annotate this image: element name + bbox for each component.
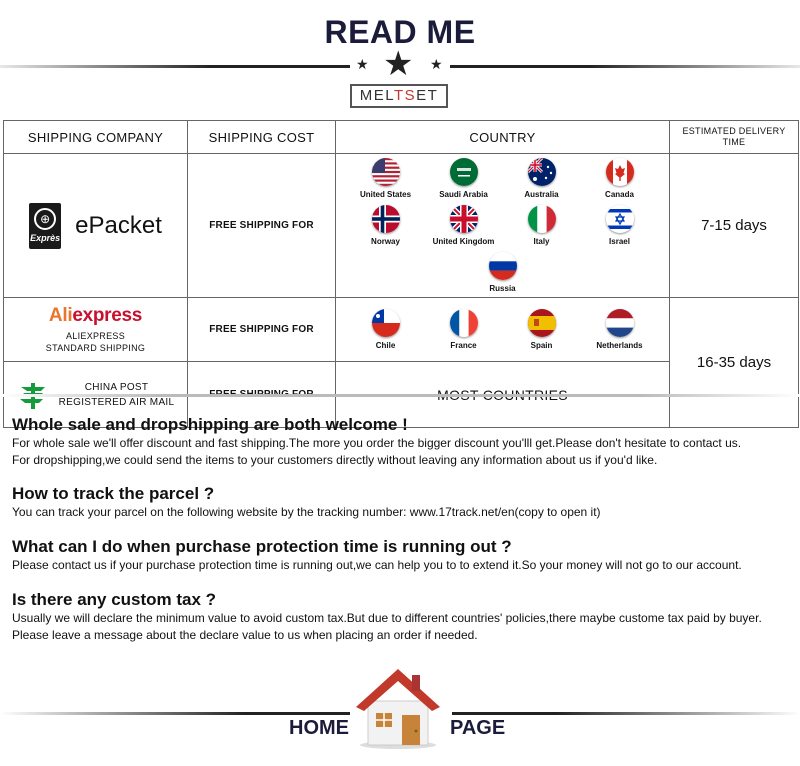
us-flag-icon: [372, 158, 400, 186]
australia-flag-icon: [528, 158, 556, 186]
united-kingdom-flag-icon: [450, 205, 478, 233]
faq-answer: You can track your parcel on the following website by the tracking number: www.17track.net/en(copy to open it): [12, 505, 601, 519]
header-shipping-cost: SHIPPING COST: [188, 121, 336, 154]
faq-answer: Please leave a message about the declare value to us when placing an order if needed.: [12, 628, 478, 642]
company-cell-aliexpress: [4, 298, 188, 362]
country-flag-cl: Chile: [354, 309, 418, 350]
company-cell-epacket: [4, 154, 188, 298]
footer-rule-right: [452, 712, 800, 715]
header-rule-right: [450, 65, 800, 68]
shipping-cost-cell: FREE SHIPPING FOR: [188, 154, 336, 298]
country-flag-us: United States: [354, 158, 418, 199]
faq-question: Is there any custom tax ?: [12, 590, 217, 609]
company-subtitle: ALIEXPRESS STANDARD SHIPPING: [45, 331, 146, 353]
faq-item: [12, 589, 792, 644]
faq-answer: For dropshipping,we could send the items to your customers directly without leaving any information about us if you'd like.: [12, 453, 658, 467]
aliexpress-logo: Aliexpress: [48, 305, 143, 326]
italy-flag-icon: [528, 205, 556, 233]
company-subtitle: CHINA POST REGISTERED AIR MAIL: [58, 381, 175, 408]
star-icon: ★: [383, 45, 414, 83]
home-icon[interactable]: [350, 663, 446, 749]
header-shipping-company: SHIPPING COMPANY: [4, 121, 188, 154]
faq-question: How to track the parcel ?: [12, 484, 215, 503]
footer-home-label[interactable]: HOME: [289, 717, 349, 739]
footer-rule-left: [0, 712, 350, 715]
faq-item: [12, 536, 792, 574]
france-flag-icon: [450, 309, 478, 337]
spain-flag-icon: [528, 309, 556, 337]
company-name: ePacket: [75, 211, 162, 239]
norway-flag-icon: [372, 205, 400, 233]
country-cell: [336, 154, 670, 298]
faq-question: What can I do when purchase protection time is running out ?: [12, 537, 512, 556]
header-country: COUNTRY: [336, 121, 670, 154]
ems-express-icon: ⊕ Exprès: [29, 203, 61, 249]
shipping-cost-cell: FREE SHIPPING FOR: [188, 298, 336, 362]
chile-flag-icon: [372, 309, 400, 337]
country-flag-sa: Saudi Arabia: [432, 158, 496, 199]
brand-logo: MELTSET: [350, 84, 448, 108]
table-row: [4, 298, 799, 362]
header-rule-left: [0, 65, 350, 68]
country-flag-au: Australia: [510, 158, 574, 199]
netherlands-flag-icon: [606, 309, 634, 337]
country-cell: [336, 298, 670, 362]
country-flag-it: Italy: [510, 205, 574, 246]
country-flag-es: Spain: [510, 309, 574, 350]
country-flag-ca: Canada: [588, 158, 652, 199]
faq-answer: Please contact us if your purchase protection time is running out,we can help you to to extend it.So your money will not go to our account.: [12, 558, 742, 572]
footer-page-label[interactable]: PAGE: [450, 717, 506, 739]
canada-flag-icon: [606, 158, 634, 186]
star-icon: ★: [430, 56, 443, 72]
country-flag-ru: Russia: [471, 252, 535, 293]
country-flag-uk: United Kingdom: [432, 205, 496, 246]
country-flag-no: Norway: [354, 205, 418, 246]
faq-answer: For whole sale we'll offer discount and fast shipping.The more you order the bigger discount you'lll get.Please don't hesitate to contact us.: [12, 436, 742, 450]
saudi-arabia-flag-icon: [450, 158, 478, 186]
faq-question: Whole sale and dropshipping are both welcome !: [12, 415, 408, 434]
faq-answer: Usually we will declare the minimum value to avoid custom tax.But due to different countries' policies,there maybe custome tax paid by buyer.: [12, 611, 762, 625]
delivery-time-cell: 7-15 days: [670, 154, 799, 298]
faq-item: [12, 483, 792, 521]
table-row: [4, 154, 799, 298]
section-divider: [0, 394, 800, 397]
russia-flag-icon: [489, 252, 517, 280]
country-flag-fr: France: [432, 309, 496, 350]
shipping-table: [3, 120, 799, 428]
page-title: READ ME: [324, 14, 476, 50]
star-icon: ★: [356, 56, 369, 72]
country-flag-il: Israel: [588, 205, 652, 246]
faq-item: [12, 414, 792, 469]
country-flag-nl: Netherlands: [588, 309, 652, 350]
header-estimated-delivery: ESTIMATED DELIVERY TIME: [670, 121, 799, 154]
delivery-time-cell: 16-35 days: [670, 298, 799, 428]
table-header-row: [4, 121, 799, 154]
israel-flag-icon: [606, 205, 634, 233]
